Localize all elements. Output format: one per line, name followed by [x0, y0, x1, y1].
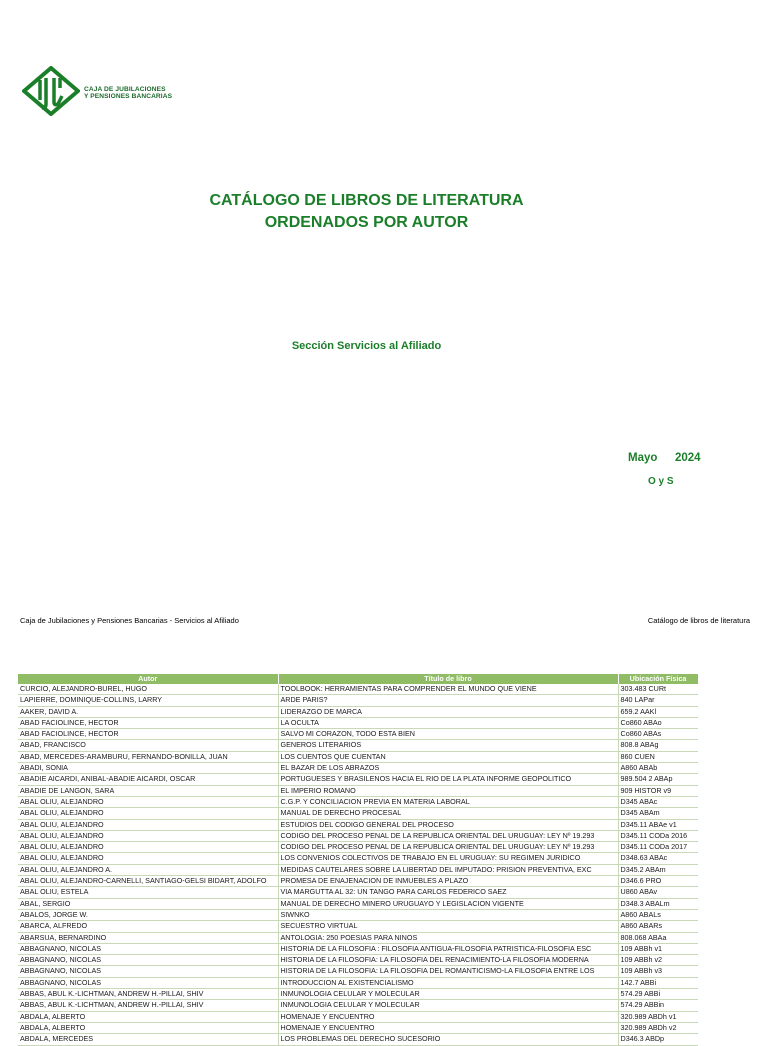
- document-title-line2: ORDENADOS POR AUTOR: [264, 214, 469, 231]
- title-cell: GENEROS LITERARIOS: [278, 740, 618, 751]
- location-cell: D345.11 CODa 2016: [618, 830, 698, 841]
- table-row: [18, 695, 698, 706]
- title-cell: VIA MARGUTTA AL 32: UN TANGO PARA CARLOS FEDERICO SAEZ: [278, 887, 618, 898]
- author-cell: ABAD FACIOLINCE, HECTOR: [18, 717, 278, 728]
- title-cell: LOS CONVENIOS COLECTIVOS DE TRABAJO EN EL URUGUAY: SU REGIMEN JURIDICO: [278, 853, 618, 864]
- table-row: [18, 684, 698, 695]
- table-row: [18, 729, 698, 740]
- author-cell: ABAD FACIOLINCE, HECTOR: [18, 729, 278, 740]
- author-cell: ABBAGNANO, NICOLAS: [18, 977, 278, 988]
- author-cell: ABDALA, ALBERTO: [18, 1022, 278, 1033]
- table-row: [18, 909, 698, 920]
- table-row: [18, 977, 698, 988]
- location-cell: 109 ABBh v2: [618, 955, 698, 966]
- title-cell: SALVO MI CORAZON, TODO ESTA BIEN: [278, 729, 618, 740]
- title-cell: PROMESA DE ENAJENACION DE INMUEBLES A PLAZO: [278, 876, 618, 887]
- title-cell: MEDIDAS CAUTELARES SOBRE LA LIBERTAD DEL IMPUTADO: PRISION PREVENTIVA, EXC: [278, 864, 618, 875]
- table-row: [18, 966, 698, 977]
- column-header-author: Autor: [18, 674, 278, 684]
- author-cell: ABAL OLIU, ALEJANDRO: [18, 808, 278, 819]
- table-row: [18, 717, 698, 728]
- table-row: [18, 751, 698, 762]
- title-cell: MANUAL DE DERECHO MINERO URUGUAYO Y LEGISLACION VIGENTE: [278, 898, 618, 909]
- location-cell: 109 ABBh v3: [618, 966, 698, 977]
- table-row: [18, 774, 698, 785]
- table-row: [18, 955, 698, 966]
- author-cell: ABAL OLIU, ALEJANDRO: [18, 853, 278, 864]
- title-cell: TOOLBOOK: HERRAMIENTAS PARA COMPRENDER EL MUNDO QUE VIENE: [278, 684, 618, 695]
- title-cell: LA OCULTA: [278, 717, 618, 728]
- column-header-title: Título de libro: [278, 674, 618, 684]
- author-cell: CURCIO, ALEJANDRO-BUREL, HUGO: [18, 684, 278, 695]
- author-cell: ABAL OLIU, ALEJANDRO: [18, 842, 278, 853]
- location-cell: 142.7 ABBi: [618, 977, 698, 988]
- location-cell: D345.11 ABAe v1: [618, 819, 698, 830]
- title-cell: MANUAL DE DERECHO PROCESAL: [278, 808, 618, 819]
- title-cell: ARDE PARIS?: [278, 695, 618, 706]
- location-cell: 840 LAPar: [618, 695, 698, 706]
- location-cell: 860 CUEN: [618, 751, 698, 762]
- author-cell: ABBAGNANO, NICOLAS: [18, 966, 278, 977]
- author-cell: ABADIE AICARDI, ANIBAL-ABADIE AICARDI, OSCAR: [18, 774, 278, 785]
- cjpb-logo-icon: [22, 66, 80, 116]
- author-cell: ABAL OLIU, ALEJANDRO: [18, 830, 278, 841]
- table-row: [18, 1022, 698, 1033]
- table-row: [18, 796, 698, 807]
- title-cell: SIWNKO: [278, 909, 618, 920]
- location-cell: A860 ABALs: [618, 909, 698, 920]
- author-cell: ABAD, MERCEDES-ARAMBURU, FERNANDO-BONILLA, JUAN: [18, 751, 278, 762]
- location-cell: 574.29 ABBi: [618, 989, 698, 1000]
- table-row: [18, 932, 698, 943]
- table-row: [18, 853, 698, 864]
- section-name: Sección Servicios al Afiliado: [291, 340, 442, 352]
- location-cell: D346.3 ABDp: [618, 1034, 698, 1045]
- title-cell: SECUESTRO VIRTUAL: [278, 921, 618, 932]
- author-cell: ABAL OLIU, ALEJANDRO A.: [18, 864, 278, 875]
- author-cell: ABBAGNANO, NICOLAS: [18, 943, 278, 954]
- catalog-table: [18, 674, 699, 1046]
- title-cell: ANTOLOGIA: 250 POESIAS PARA NINOS: [278, 932, 618, 943]
- title-cell: EL BAZAR DE LOS ABRAZOS: [278, 763, 618, 774]
- document-title-line1: CATÁLOGO DE LIBROS DE LITERATURA: [209, 192, 524, 209]
- author-cell: ABADI, SONIA: [18, 763, 278, 774]
- author-initials: O y S: [648, 476, 674, 487]
- table-row: [18, 1034, 698, 1045]
- title-cell: C.G.P. Y CONCILIACION PREVIA EN MATERIA LABORAL: [278, 796, 618, 807]
- table-row: [18, 819, 698, 830]
- location-cell: D348.3 ABALm: [618, 898, 698, 909]
- author-cell: ABAL OLIU, ALEJANDRO-CARNELLI, SANTIAGO-GELSI BIDART, ADOLFO: [18, 876, 278, 887]
- logo: [22, 66, 182, 116]
- author-cell: ABDALA, ALBERTO: [18, 1011, 278, 1022]
- title-cell: HISTORIA DE LA FILOSOFIA : FILOSOFIA ANTIGUA-FILOSOFIA PATRISTICA-FILOSOFIA ESC: [278, 943, 618, 954]
- column-header-location: Ubicación Física: [618, 674, 698, 684]
- location-cell: 909 HISTOR v9: [618, 785, 698, 796]
- location-cell: 109 ABBh v1: [618, 943, 698, 954]
- title-cell: HOMENAJE Y ENCUENTRO: [278, 1022, 618, 1033]
- table-header-row: [18, 674, 698, 684]
- title-cell: PORTUGUESES Y BRASILENOS HACIA EL RIO DE LA PLATA INFORME GEOPOLITICO: [278, 774, 618, 785]
- author-cell: ABAL OLIU, ESTELA: [18, 887, 278, 898]
- location-cell: 574.29 ABBin: [618, 1000, 698, 1011]
- location-cell: 808.068 ABAa: [618, 932, 698, 943]
- table-row: [18, 785, 698, 796]
- location-cell: D348.63 ABAc: [618, 853, 698, 864]
- table-row: [18, 740, 698, 751]
- footer-right: Catálogo de libros de literatura: [647, 616, 750, 625]
- author-cell: ABAL OLIU, ALEJANDRO: [18, 819, 278, 830]
- table-row: [18, 943, 698, 954]
- title-cell: HISTORIA DE LA FILOSOFIA: LA FILOSOFIA DEL ROMANTICISMO-LA FILOSOFIA ENTRE LOS: [278, 966, 618, 977]
- date-month: Mayo: [628, 452, 658, 464]
- author-cell: LAPIERRE, DOMINIQUE-COLLINS, LARRY: [18, 695, 278, 706]
- author-cell: ABBAS, ABUL K.-LICHTMAN, ANDREW H.-PILLAI, SHIV: [18, 989, 278, 1000]
- title-cell: INMUNOLOGIA CELULAR Y MOLECULAR: [278, 989, 618, 1000]
- location-cell: D346.6 PRO: [618, 876, 698, 887]
- author-cell: ABAD, FRANCISCO: [18, 740, 278, 751]
- author-cell: AAKER, DAVID A.: [18, 706, 278, 717]
- table-row: [18, 1000, 698, 1011]
- title-cell: LOS CUENTOS QUE CUENTAN: [278, 751, 618, 762]
- table-row: [18, 706, 698, 717]
- location-cell: 303.483 CURt: [618, 684, 698, 695]
- location-cell: U860 ABAv: [618, 887, 698, 898]
- title-cell: INMUNOLOGIA CELULAR Y MOLECULAR: [278, 1000, 618, 1011]
- table-row: [18, 1011, 698, 1022]
- author-cell: ABAL, SERGIO: [18, 898, 278, 909]
- title-cell: LIDERAZGO DE MARCA: [278, 706, 618, 717]
- table-row: [18, 898, 698, 909]
- author-cell: ABDALA, MERCEDES: [18, 1034, 278, 1045]
- title-cell: HOMENAJE Y ENCUENTRO: [278, 1011, 618, 1022]
- title-cell: ESTUDIOS DEL CODIGO GENERAL DEL PROCESO: [278, 819, 618, 830]
- title-cell: CODIGO DEL PROCESO PENAL DE LA REPUBLICA ORIENTAL DEL URUGUAY: LEY Nº 19.293: [278, 830, 618, 841]
- table-row: [18, 763, 698, 774]
- location-cell: Co860 ABAo: [618, 717, 698, 728]
- org-name-line1: CAJA DE JUBILACIONES: [84, 86, 166, 93]
- table-row: [18, 842, 698, 853]
- author-cell: ABBAS, ABUL K.-LICHTMAN, ANDREW H.-PILLAI, SHIV: [18, 1000, 278, 1011]
- location-cell: 808.8 ABAg: [618, 740, 698, 751]
- author-cell: ABAL OLIU, ALEJANDRO: [18, 796, 278, 807]
- author-cell: ABBAGNANO, NICOLAS: [18, 955, 278, 966]
- location-cell: 320.989 ABDh v1: [618, 1011, 698, 1022]
- title-cell: INTRODUCCION AL EXISTENCIALISMO: [278, 977, 618, 988]
- author-cell: ABARSUA, BERNARDINO: [18, 932, 278, 943]
- location-cell: D345 ABAm: [618, 808, 698, 819]
- table-row: [18, 864, 698, 875]
- date-year: 2024: [675, 452, 701, 464]
- org-name-line2: Y PENSIONES BANCARIAS: [84, 93, 173, 101]
- table-row: [18, 830, 698, 841]
- location-cell: A860 ABAb: [618, 763, 698, 774]
- footer-left: Caja de Jubilaciones y Pensiones Bancarias - Servicios al Afiliado: [20, 616, 239, 625]
- org-name: [84, 86, 172, 100]
- table-row: [18, 989, 698, 1000]
- location-cell: A860 ABARs: [618, 921, 698, 932]
- location-cell: D345 ABAc: [618, 796, 698, 807]
- table-row: [18, 808, 698, 819]
- location-cell: 989.504 2 ABAp: [618, 774, 698, 785]
- table-row: [18, 921, 698, 932]
- location-cell: D345.11 CODa 2017: [618, 842, 698, 853]
- title-cell: HISTORIA DE LA FILOSOFIA: LA FILOSOFIA DEL RENACIMIENTO-LA FILOSOFIA MODERNA: [278, 955, 618, 966]
- author-cell: ABADIE DE LANGON, SARA: [18, 785, 278, 796]
- table-row: [18, 887, 698, 898]
- title-cell: CODIGO DEL PROCESO PENAL DE LA REPUBLICA ORIENTAL DEL URUGUAY: LEY Nº 19.293: [278, 842, 618, 853]
- location-cell: 659.2 AAKl: [618, 706, 698, 717]
- location-cell: Co860 ABAs: [618, 729, 698, 740]
- title-cell: LOS PROBLEMAS DEL DERECHO SUCESORIO: [278, 1034, 618, 1045]
- location-cell: 320.989 ABDh v2: [618, 1022, 698, 1033]
- title-cell: EL IMPERIO ROMANO: [278, 785, 618, 796]
- author-cell: ABARCA, ALFREDO: [18, 921, 278, 932]
- author-cell: ABALOS, JORGE W.: [18, 909, 278, 920]
- table-row: [18, 876, 698, 887]
- location-cell: D345.2 ABAm: [618, 864, 698, 875]
